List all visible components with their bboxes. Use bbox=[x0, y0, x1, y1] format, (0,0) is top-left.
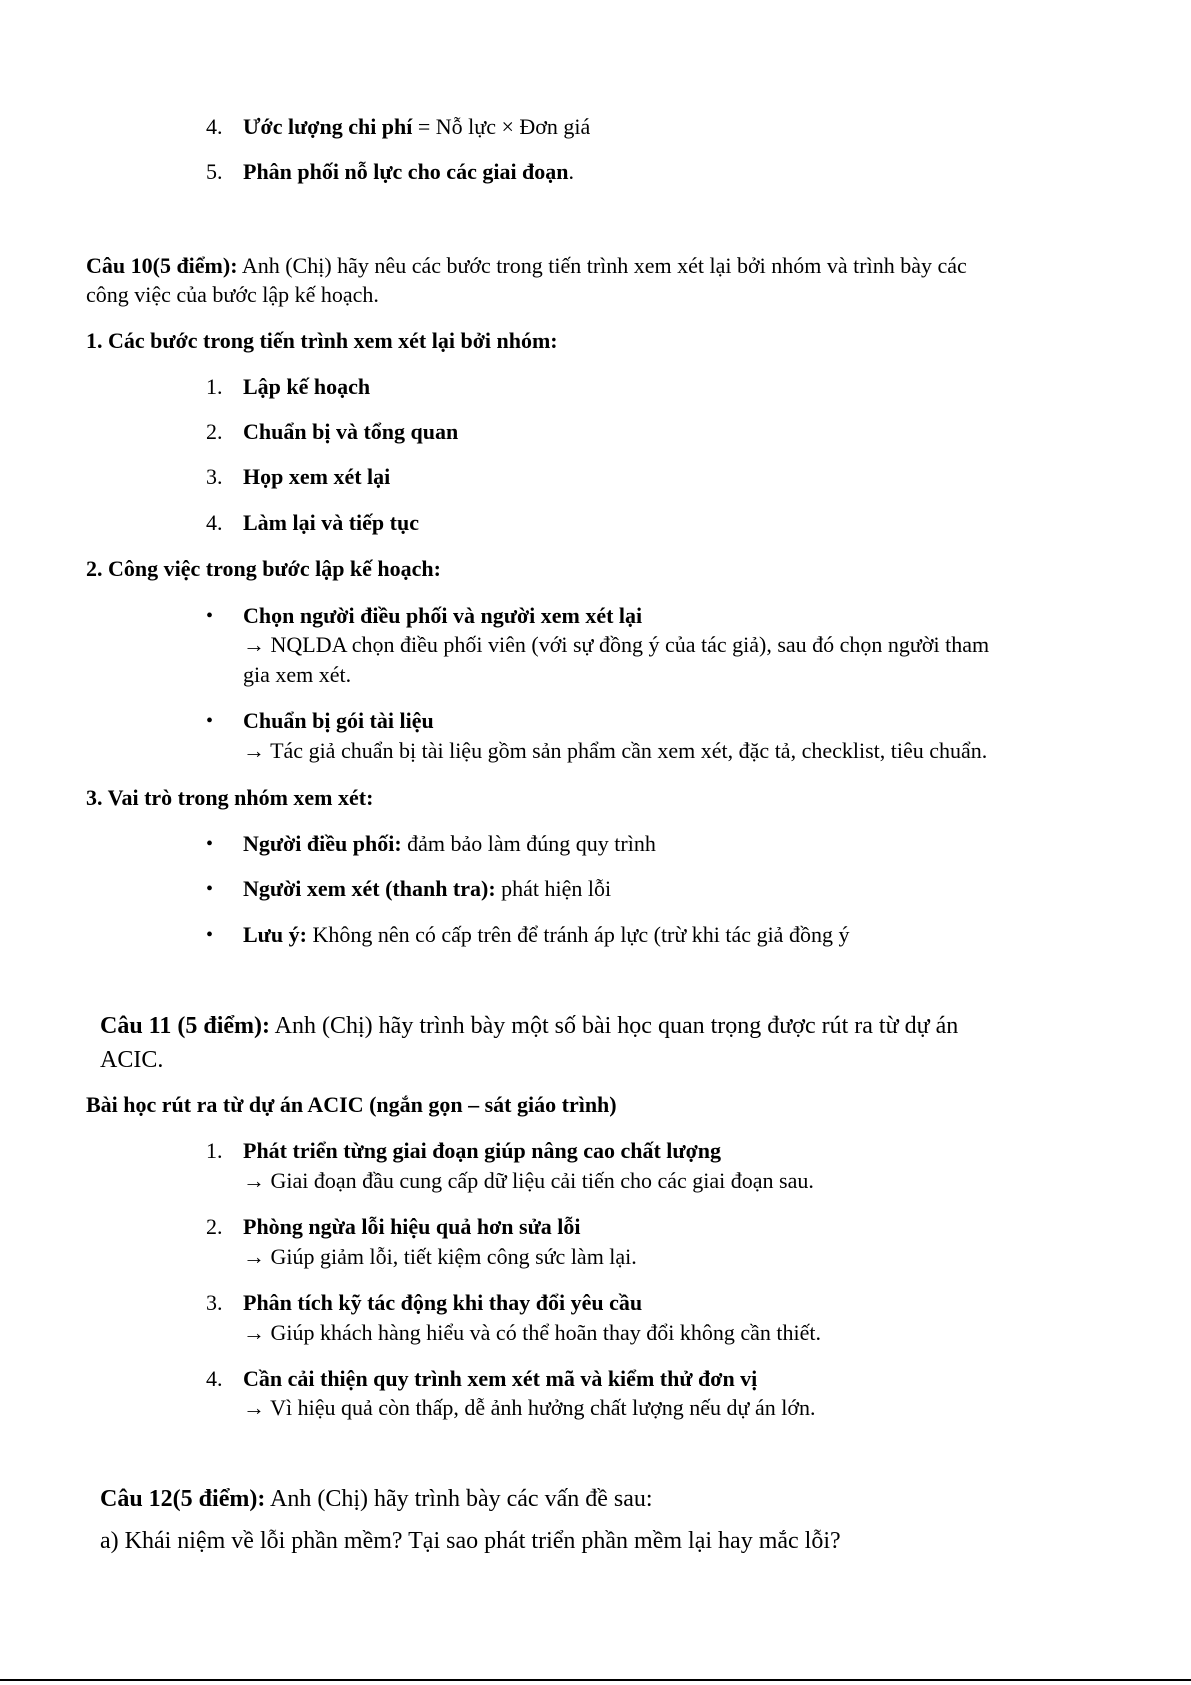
list-item-bold: Cần cải thiện quy trình xem xét mã và kiểm thử đơn vị bbox=[243, 1366, 758, 1391]
list-number: 4. bbox=[206, 1366, 223, 1391]
list-item-bold: Người xem xét (thanh tra): bbox=[243, 876, 496, 901]
list-item-bold: Phân phối nỗ lực cho các giai đoạn bbox=[243, 159, 569, 184]
list-item bbox=[243, 829, 656, 859]
list-number: 2. bbox=[206, 419, 223, 444]
list-number: 1. bbox=[206, 1138, 223, 1163]
list-item: Lập kế hoạch bbox=[243, 374, 371, 399]
list-item-detail: → NQLDA chọn điều phối viên (với sự đồng ý của tác giả), sau đó chọn người tham bbox=[243, 632, 990, 657]
question-10-line2: công việc của bước lập kế hoạch. bbox=[86, 282, 379, 307]
list-item bbox=[243, 157, 574, 187]
question-11-line2: ACIC. bbox=[100, 1047, 164, 1073]
list-item-detail: → Tác giả chuẩn bị tài liệu gồm sản phẩm cần xem xét, đặc tả, checklist, tiêu chuẩn. bbox=[243, 738, 988, 763]
bullet: • bbox=[206, 878, 214, 900]
section-heading: 2. Công việc trong bước lập kế hoạch: bbox=[86, 556, 441, 581]
bullet: • bbox=[206, 605, 214, 627]
list-item: Họp xem xét lại bbox=[243, 464, 391, 489]
section-heading: 3. Vai trò trong nhóm xem xét: bbox=[86, 785, 374, 810]
page-bottom-rule bbox=[0, 1679, 1191, 1681]
list-item-bold: Lưu ý: bbox=[243, 922, 307, 947]
list-item-text: đảm bảo làm đúng quy trình bbox=[401, 831, 656, 856]
question-10-line1 bbox=[86, 251, 967, 281]
question-11-label: Câu 11 (5 điểm): bbox=[100, 1013, 270, 1039]
list-number: 2. bbox=[206, 1214, 223, 1239]
question-11-text: Anh (Chị) hãy trình bày một số bài học quan trọng được rút ra từ dự án bbox=[270, 1013, 959, 1039]
list-item-detail: → Vì hiệu quả còn thấp, dễ ảnh hưởng chất lượng nếu dự án lớn. bbox=[243, 1395, 816, 1420]
list-item-text: . bbox=[568, 159, 575, 184]
list-item: Chuẩn bị và tổng quan bbox=[243, 419, 459, 444]
list-item-detail: → Giúp giảm lỗi, tiết kiệm công sức làm lại. bbox=[243, 1244, 637, 1269]
list-item bbox=[243, 112, 590, 142]
list-item-text: = Nỗ lực × Đơn giá bbox=[412, 114, 591, 139]
list-item-bold: Phân tích kỹ tác động khi thay đổi yêu cầu bbox=[243, 1290, 643, 1315]
list-item-bold: Người điều phối: bbox=[243, 831, 402, 856]
list-item-bold: Ước lượng chi phí bbox=[243, 114, 413, 139]
question-12-part-a: a) Khái niệm về lỗi phần mềm? Tại sao phát triển phần mềm lại hay mắc lỗi? bbox=[100, 1528, 841, 1554]
list-number: 3. bbox=[206, 464, 223, 489]
list-item-detail: → Giúp khách hàng hiểu và có thể hoãn thay đổi không cần thiết. bbox=[243, 1320, 821, 1345]
list-number: 3. bbox=[206, 1290, 223, 1315]
list-item-bold: Chọn người điều phối và người xem xét lại bbox=[243, 603, 643, 628]
list-number: 1. bbox=[206, 374, 223, 399]
question-10-label: Câu 10(5 điểm): bbox=[86, 253, 238, 278]
section-heading: 1. Các bước trong tiến trình xem xét lại bởi nhóm: bbox=[86, 328, 558, 353]
question-12-text: Anh (Chị) hãy trình bày các vấn đề sau: bbox=[265, 1486, 653, 1512]
list-item-bold: Phòng ngừa lỗi hiệu quả hơn sửa lỗi bbox=[243, 1214, 581, 1239]
list-item bbox=[243, 920, 849, 950]
list-item-bold: Phát triển từng giai đoạn giúp nâng cao chất lượng bbox=[243, 1138, 722, 1163]
list-item-text: Không nên có cấp trên để tránh áp lực (trừ khi tác giả đồng ý bbox=[306, 922, 850, 947]
bullet: • bbox=[206, 924, 214, 946]
section-heading: Bài học rút ra từ dự án ACIC (ngắn gọn – sát giáo trình) bbox=[86, 1092, 617, 1117]
list-number: 4. bbox=[206, 114, 223, 139]
question-12-line1 bbox=[100, 1482, 653, 1516]
list-item: Làm lại và tiếp tục bbox=[243, 510, 419, 535]
list-number: 5. bbox=[206, 159, 223, 184]
question-12-label: Câu 12(5 điểm): bbox=[100, 1486, 266, 1512]
bullet: • bbox=[206, 710, 214, 732]
list-item-bold: Chuẩn bị gói tài liệu bbox=[243, 708, 434, 733]
list-number: 4. bbox=[206, 510, 223, 535]
list-item-detail: → Giai đoạn đầu cung cấp dữ liệu cải tiến cho các giai đoạn sau. bbox=[243, 1168, 814, 1193]
list-item-detail: gia xem xét. bbox=[243, 662, 352, 687]
bullet: • bbox=[206, 833, 214, 855]
question-11-line1 bbox=[100, 1009, 958, 1043]
list-item bbox=[243, 874, 611, 904]
list-item-text: phát hiện lỗi bbox=[495, 876, 612, 901]
question-10-text: Anh (Chị) hãy nêu các bước trong tiến trình xem xét lại bởi nhóm và trình bày các bbox=[237, 253, 967, 278]
